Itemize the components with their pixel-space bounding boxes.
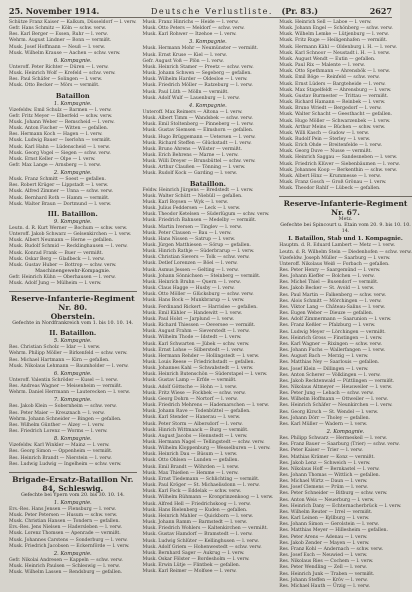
entry-line: Musk. Hugo Brüggemann — Uetersen — l. verw. xyxy=(142,134,256,140)
entry-line: Hauptm. d. R. Eduard Lambert — Metz — l. verw. xyxy=(279,243,396,249)
entry-line: Musk. Franz Gosch — Groß Grönau — l. verw. xyxy=(279,180,387,186)
entry-line: Musk. Arthur Claußen — Tönning — l. verw. xyxy=(142,165,246,171)
entry-line: Musk. Ludwig Schlüter — Kellinghusen — l. verw. xyxy=(142,538,259,544)
entry-line: Musk. Rudolf Pein — Sterley — l. verw. xyxy=(279,136,371,142)
entry-line: Res. Ludwig Meyer — Lörchingen — vermißt. xyxy=(279,329,386,335)
entry-line: Musk. Oskar Fölster — Bordesholm — l. verw. xyxy=(142,556,250,562)
entry-line: Feldw. Heinrich Jürgens — Bredstedt — l. verw. xyxy=(142,187,254,193)
entry-line: Musk. Claus Hagge — Husby — l. verw. xyxy=(142,286,235,292)
entry-line: Res. Peter Wendling — Zell — l. verw. xyxy=(279,565,367,571)
entry-line: Res. Johann Dörr — Tholey — gefallen. xyxy=(279,415,371,421)
entry-line: Res. Adolf Zimmermann — Saarunion — l. verw. xyxy=(279,317,392,323)
entry-line: Musk. August Frahm — Sieverstedt — l. verw. xyxy=(142,329,250,335)
entry-line: Musk. Gustav Hamdorf — Bramstedt — l. verw. xyxy=(142,532,253,538)
company-heading: 2. Kompagnie. xyxy=(53,170,92,177)
entry-line: Musk. Hermann Rehder — Hollingstedt — l. verw. xyxy=(142,353,260,359)
entry-line: Musk. Paul Rix — Malente — l. verw. xyxy=(279,63,365,69)
entry-line: Musk. Peter Clausen — Bau — l. verw. xyxy=(142,230,232,236)
entry-line: Musk. Friedrich Mehrens — Hademarschen — l. verw. xyxy=(142,403,270,409)
entry-line: Musk. Otto Becker — Mörs — vermißt. xyxy=(9,83,100,89)
entry-line: Musk. Friedrich Bahnsen — Medelby — vermißt. xyxy=(142,218,257,224)
entry-line: Musk. Willi Dreyer — Brunsbüttel — schw. verw. xyxy=(142,159,256,165)
entry-line: Res. Georg Simon — Oppenheim — vermißt. xyxy=(9,449,113,455)
entry-line: Musk. Friedrich Möller — Ratzeburg — l. verw. xyxy=(142,83,253,89)
entry-line: Musk. Gustav Lamp — Erfde — vermißt. xyxy=(142,378,237,384)
entry-line: Musk. Friedrich Jacobsen — Eckernförde — l. verw. xyxy=(9,543,130,549)
regiment-location: Oberstein. xyxy=(50,312,95,322)
entry-line: Musk. Fritz Wiese — Fockbek — schw. verw. xyxy=(142,390,246,396)
entry-line: Musk. Georg Dohrn — Nortorf — l. verw. xyxy=(142,396,238,402)
entry-line: Gefr. August Voß — Plön — l. verw. xyxy=(142,58,224,64)
text-column-1 xyxy=(9,20,137,580)
entry-line: Musk. Emil Böge — Reinfeld — schw. verw. xyxy=(279,75,380,81)
entry-line: Res. Anton Weis — Neuerburg — l. verw. xyxy=(279,497,375,503)
company-heading: 9. Kompagnie. xyxy=(53,218,92,225)
entry-line: Musk. Arthur Meins — Büchen — schw. verw. xyxy=(279,124,386,130)
entry-line: Musk. Heinrich Wolf — Krefeld — schw. verw. xyxy=(9,71,116,77)
entry-line: Musk. Erich Behrens — Marne — l. verw. xyxy=(142,152,239,158)
entry-line: Vizefeldw. Joseph Müller — Saarburg — l. verw. xyxy=(279,255,391,261)
section-note: Gefechte bei Spincourt u. Etain vom 20. 9. bis 10. 10. 14. xyxy=(280,223,411,235)
company-heading: 1. Kompagnie. xyxy=(53,499,92,506)
entry-line: Res. Franz Kohl — Andernach — schw. verw. xyxy=(279,546,384,552)
battalion-heading: Bataillon. xyxy=(189,179,226,188)
entry-line: Musk. Ernst Tiedemann — Schlichting — vermißt. xyxy=(142,476,260,482)
entry-line: Musk. Josef Hoffmann — Neuß — l. verw. xyxy=(9,44,106,50)
company-heading: 3. Kompagnie. xyxy=(188,39,227,46)
entry-line: Musk. Louis Reese — Friedrichstadt — gefallen. xyxy=(142,359,255,365)
entry-line: Res. Paul Martin — Falkenberg — schw. verw. xyxy=(279,292,387,298)
entry-line: Musk. Otto Spethmann — Ahrensbök — l. verw. xyxy=(279,69,391,75)
entry-line: Musk. Hermann Nagel — Tellingstedt — schw. verw. xyxy=(142,440,265,445)
entry-line: Res. Peter Kaiser — Trier — l. verw. xyxy=(279,448,363,454)
entry-line: Res. Johann Simon — Gerolstein — l. verw. xyxy=(279,522,380,528)
entry-line: Res. Alois Schmitt — Mörchingen — l. verw. xyxy=(279,298,382,304)
entry-line: Musk. Otto Peters — Meldorf — schw. verw. xyxy=(142,26,245,32)
entry-line: Musk. Wilhelm Krause — Aachen — schw. verw. xyxy=(9,50,121,56)
entry-line: Musk. Heinrich Stamer — Preetz — schw. verw. xyxy=(142,64,254,70)
entry-line: Musk. Walter Schacht — Geesthacht — gefallen. xyxy=(279,112,393,118)
entry-line: Musk. Wilhelm Lemke — Lütjenburg — l. verw. xyxy=(279,32,389,38)
entry-line: Res. Karl Wagner — Rixingen — schw. verw. xyxy=(279,341,383,347)
entry-line: Res. Heinrich Dany — Echternacherbrück — l. verw. xyxy=(279,503,402,509)
header-date: 25. November 1914. xyxy=(9,6,100,16)
entry-line: Musk. Rudolf Schmid — Recklinghausen — l. verw. xyxy=(9,244,128,250)
entry-line: Musk. Hans Bielenberg — Kuden — gefallen. xyxy=(142,507,248,513)
entry-line: Musk. Paul Kröger — St. Michaelisdonn — l. verw. xyxy=(142,483,260,489)
entry-line: Musk. Karl Fock — Eddelak — schw. verw. xyxy=(142,489,242,495)
entry-line: Musk. Friedrich Klüver — Siebenbäumen — l. verw. xyxy=(279,161,400,167)
entry-line: Musk. Walter Schütt — Niebüll — gefallen. xyxy=(142,193,243,199)
entry-line: Ers.-Res. Jens Nielsen — Hadersleben — l. verw. xyxy=(9,525,122,531)
entry-line: Musk. Richard Steffen — Glückstadt — l. verw. xyxy=(142,140,252,146)
entry-line: Musk. Karl Rohwer — Itzehoe — l. verw. xyxy=(142,32,237,38)
entry-line: Res. August Bach — Merzig — l. verw. xyxy=(279,354,369,360)
entry-line: Res. Anton Scherer — Völklingen — l. verw. xyxy=(279,372,381,378)
entry-line: Musk. Asmus Jessen — Gelting — l. verw. xyxy=(142,267,239,273)
entry-line: Unteroff. Max Reimers — Altona — l. verw. xyxy=(142,109,243,115)
entry-line: Musk. Karl Schwarten — Jübek — schw. verw. xyxy=(142,341,250,347)
entry-line: Res. Michael Hartmann — Kirn — gefallen. xyxy=(9,357,110,363)
entry-line: Musk. Otto Ohlsen — Lunden — gefallen. xyxy=(142,458,239,464)
entry-line: Musk. Karl Boysen — Wyk — l. verw. xyxy=(142,199,229,205)
entry-line: Res. Karl Müller — Wadern — l. verw. xyxy=(279,421,368,427)
entry-line: Musk. August Wendt — Eutin — gefallen. xyxy=(279,56,376,62)
entry-line: Res. Nikolaus Ries — Cochem — l. verw. xyxy=(279,559,374,565)
entry-line: Musk. Adolf Griem — Hohenwestedt — schw. verw. xyxy=(142,544,262,550)
entry-line: Musk. Lorenz Thomsen — Apenrade — vermißt. xyxy=(9,531,121,537)
entry-line: Res. Franz Bauer — Saarburg (Trier) — schw. verw. xyxy=(279,442,400,448)
entry-line: Musk. Willi Kasch — Gudow — l. verw. xyxy=(279,130,370,136)
entry-line: Musk. Emil Brandt — Wöhrden — l. verw. xyxy=(142,464,240,470)
entry-line: Musk. Franz Hinrichs — Heide — l. verw. xyxy=(142,20,239,25)
company-heading: 1. Kompagnie. xyxy=(53,100,92,107)
entry-line: Res. Hermann Koch — Hagen — l. verw. xyxy=(9,132,103,138)
company-heading: 6. Kompagnie. xyxy=(53,57,92,64)
entry-line: Musk. Heinrich Sell — Laboe — l. verw. xyxy=(279,20,372,25)
entry-line: Res. Heinrich Gross — Finstingen — l. verw. xyxy=(279,335,383,341)
company-heading: 2. Kompagnie. xyxy=(53,550,92,557)
entry-line: Musk. Karl Hahn — Lüdenscheid — l. verw. xyxy=(9,144,111,150)
entry-line: Res. Josef Clemens — Prüm — l. verw. xyxy=(279,485,369,491)
entry-line: Res. Michel Thiel — Busendorf — vermißt. xyxy=(279,280,379,286)
entry-line: Musk. Rudolf Kock — Garding — l. verw. xyxy=(142,171,238,177)
entry-line: Musk. Ludwig Bauer — Iserlohn — vermißt. xyxy=(9,138,112,144)
entry-line: Musk. Heinrich Saggau — Sandesneben — l. verw. xyxy=(279,155,398,161)
entry-line: Gefr. Max Lange — Arnsberg — l. verw. xyxy=(9,162,101,168)
section-note: Gefechte in Nordfrankreich vom 1. bis 10. 10. 14. xyxy=(12,321,134,327)
entry-line: Musk. Hans Nissen — Satrup — l. verw. xyxy=(142,236,236,242)
entry-line: Leutn. d. R. Kurt Werner — Bochum — schw. verw. xyxy=(9,225,128,231)
entry-line: Musk. Georg Duve — Nusse — vermißt. xyxy=(279,149,372,155)
entry-line: Unteroff. Valentin Schröder — Kusel — l. verw. xyxy=(9,377,118,383)
entry-line: Res. Nikolaus Altmeyer — Heusweiler — l. verw. xyxy=(279,384,393,390)
company-heading: 2. Kompagnie. xyxy=(326,429,365,436)
company-heading: 4. Kompagnie. xyxy=(188,102,227,109)
section-note: Metz. xyxy=(338,217,353,223)
entry-line: Musk. Karl Schnoor — Neustadt i. H. — l. verw. xyxy=(279,50,391,56)
entry-line: Res. Wilhelm Reuter — Irrel — vermißt. xyxy=(279,509,373,515)
entry-line: Musk. Alfred Zimmer — Unna — schw. verw. xyxy=(9,189,113,195)
entry-line: Res. Franz Keßler — Pfalzburg — l. verw. xyxy=(279,323,376,329)
entry-line: Musk. Johann Engel — Schönberg — schw. verw. xyxy=(279,26,393,32)
entry-line: Musk. Max Stapelfeldt — Ahrensburg — l. verw. xyxy=(279,87,392,93)
company-heading: 5. Kompagnie. xyxy=(53,338,92,345)
entry-line: Musk. Otto Möller — Glücksburg — schw. verw. xyxy=(142,292,254,298)
entry-line: Vizefeldw. Karl Winkler — Mainz — l. verw. xyxy=(9,443,110,449)
entry-line: Res. Matthias Meyer — Hillesheim — gefallen. xyxy=(279,528,388,534)
entry-line: Musk. Johann Rave — Todenbüttel — gefallen. xyxy=(142,409,251,415)
entry-line: Gefr. Fritz Meyer — Elberfeld — schw. verw. xyxy=(9,113,113,119)
entry-line: Wehrm. Philipp Möller — Birkenfeld — schw. verw. xyxy=(9,351,128,357)
entry-line: Musk. August Jacobs — Hennstedt — l. verw. xyxy=(142,433,248,439)
entry-line: Musk. Detlef Lorenzen — Böel — l. verw. xyxy=(142,261,238,267)
text-column-2 xyxy=(143,20,274,580)
entry-line: Res. Friedrich Lorenz — Worms — l. verw. xyxy=(9,429,108,435)
entry-line: Musk. Wilhelm Rühmann — Kronprinzenkoog — l. verw. xyxy=(142,495,274,501)
entry-line: Musk. Adolf Wulf — Lauenburg — l. verw. xyxy=(142,95,240,101)
entry-line: Musk. Richard Hamann — Reinbek — l. verw. xyxy=(279,100,386,106)
entry-line: Res. Viktor Lang — Château-Salins — l. verw. xyxy=(279,304,386,310)
entry-line: Musk. Bruno Wriedt — Bergedorf — l. verw. xyxy=(279,106,382,112)
entry-line: Unteroff. Jakob Schwarz — Gelsenkirchen — l. verw. xyxy=(9,232,132,238)
company-heading: 7. Kompagnie. xyxy=(53,397,92,404)
entry-line: Leutn. d. R. Wilhelm Stein — Diedenhofen — schw. verw. xyxy=(279,249,412,255)
entry-line: Res. Jakob Lenz — Schweich — l. verw. xyxy=(279,460,371,466)
entry-line: Res. Heinrich Brandt — Nierstein — l. verw. xyxy=(9,455,112,461)
entry-line: Res. Ludwig Ludwig — Ingelheim — schw. verw. xyxy=(9,461,122,467)
text-column-3 xyxy=(279,20,412,589)
entry-line: Res. Wilhelm Günther — Alzey — l. verw. xyxy=(9,422,105,428)
entry-line: Musk. Konrad Frank — Buer — vermißt. xyxy=(9,250,103,256)
entry-line: Musk. Walter Braun — Dortmund — l. verw. xyxy=(9,201,112,207)
entry-line: Res. Johann Steffen — Kröv — l. verw. xyxy=(279,577,368,583)
entry-line: Res. Robert Krüger — Lippstadt — l. verw. xyxy=(9,183,109,189)
entry-line: Musk. Theodor Rahlf — Lübeck — gefallen. xyxy=(279,186,381,192)
entry-line: Musk. Hinrich Rathje — Süderbrarup — l. verw. xyxy=(142,249,255,255)
entry-line: Musk. Gustav Burmester — Trittau — vermißt. xyxy=(279,93,389,99)
entry-line: Res. Peter Maier — Kreuznach — l. verw. xyxy=(9,410,105,416)
section-note: Maschinengewehr-Kompagnie. xyxy=(35,269,111,274)
entry-line: Musk. Oskar Berg — Gladbeck — l. verw. xyxy=(9,256,105,262)
entry-line: Musk. Christian Sievers — Tolk — schw. verw. xyxy=(142,255,250,261)
entry-line: Res. Nikolaus Hoff — Bernkastel — l. verw. xyxy=(279,466,380,472)
entry-line: Musk. Hans Bock — Munkbrarup — l. verw. xyxy=(142,298,245,304)
entry-line: Musk. Adolf Göttsche — Hohn — l. verw. xyxy=(142,384,238,390)
entry-line: Musk. Gustav Siemsen — Elmshorn — gefallen. xyxy=(142,128,254,134)
entry-line: Res. Georg Kirsch — St. Wendel — l. verw. xyxy=(279,409,379,415)
page-header xyxy=(9,6,392,18)
entry-line: Gefr. Hans Schmitz — Köln — schw. verw. xyxy=(9,26,107,32)
company-heading: 8. Kompagnie. xyxy=(53,436,92,443)
company-heading: 6. Kompagnie. xyxy=(53,370,92,377)
entry-line: Musk. Max Thießen — Hemme — l. verw. xyxy=(142,470,239,476)
battalion-heading: Bataillon xyxy=(55,91,90,100)
entry-line: Musk. Alfred Hell — Friedrichskoog — l. verw. xyxy=(142,501,251,507)
entry-line: Musk. Paul Holst — Jarplund — l. verw. xyxy=(142,316,235,322)
entry-line: Res. Josef Klein — Dillingen — l. verw. xyxy=(279,366,369,372)
entry-line: Musk. Heinrich Paulsen — Schleswig — l. verw. xyxy=(9,564,120,570)
entry-line: Res. Jakob Klein — Sobernheim — schw. verw. xyxy=(9,404,117,410)
regiment-heading: Reserve-Infanterie-Regiment Nr. 80. xyxy=(9,291,137,312)
entry-line: Musk. Nikolaus Lehmann — Baumholder — l. verw. xyxy=(9,363,129,369)
header-issue: (Pr. 83.) xyxy=(281,6,319,16)
battalion-heading: II. Bataillon. xyxy=(49,329,97,338)
entry-line: Musk. Karl Reimer — Molfsee — l. verw. xyxy=(142,569,237,575)
entry-line: Musk. Johannes Koop — Berkenthin — schw. verw. xyxy=(279,167,398,173)
entry-line: Musk. Adolf Jung — Mülheim — l. verw. xyxy=(9,281,102,287)
entry-line: Musk. Heinrich Mahler — Quickborn — l. verw. xyxy=(142,513,254,519)
entry-line: Musk. Wilhelm Thode — Idstedt — l. verw. xyxy=(142,335,242,341)
entry-line: Musk. Peter Petersen — Husum — schw. verw. xyxy=(9,512,118,518)
entry-line: Musk. Hermann Kähl — Oldenburg i. H. — l. verw. xyxy=(279,44,397,50)
entry-line: Res. Karl Berger — Essen, Ruhr — l. verw. xyxy=(9,32,108,38)
entry-line: Musk. Franz Schmitt — Soest — gefallen. xyxy=(9,177,106,183)
entry-line: Musk. Paul Lüth — Mölln — vermißt. xyxy=(142,89,229,95)
entry-line: Res. Jakob Zender — Mayen — l. verw. xyxy=(279,540,370,546)
entry-line: Musk. Christian Hansen — Tondern — gefallen. xyxy=(9,519,120,525)
entry-line: Res. Peter Henry — Saargemünd — l. verw. xyxy=(279,268,381,273)
entry-line: Musk. Hermann Mohr — Neumünster — vermißt. xyxy=(142,46,259,52)
entry-line: Musk. Heinrich Bruhn — Quern — l. verw. xyxy=(142,279,241,285)
entry-line: Musk. Albert Hinz — Krummesse — l. verw. xyxy=(279,173,382,179)
entry-line: Musk. Martin Iversen — Tinglev — l. verw. xyxy=(142,224,242,230)
entry-line: Res. Matthias Ney — Saarlouis — gefallen. xyxy=(279,360,380,366)
regiment-heading: Brigade-Ersatz-Bataillon Nr. 84, Schleswig. xyxy=(9,472,137,493)
entry-line: Musk. Heinrich Dau — Büsum — l. verw. xyxy=(142,452,238,458)
entry-line: Musk. Ernst Keller — Olpe — l. verw. xyxy=(9,156,96,162)
entry-line: Musk. Hugo Möller — Schwarzenbek — l. verw. xyxy=(279,118,391,124)
entry-line: Res. Eugen Weber — Dieuze — gefallen. xyxy=(279,311,374,317)
entry-line: Res. Jakob Becker — St. Avold — l. verw. xyxy=(279,286,375,292)
entry-line: Musk. Hinrich Wittmaack — Burg — vermißt. xyxy=(142,427,249,433)
entry-line: Musk. Johann Sönnichsen — Steinberg — vermißt. xyxy=(142,273,261,279)
entry-line: Musk. Heinrich Butenschön — Süderstapel — l. verw. xyxy=(142,372,268,378)
entry-line: Schütze Franz Kaiser — Kalkum, Düsseldorf — l. verw. xyxy=(9,20,137,25)
entry-line: Musk. Georg Vogel — Siegen — schw. verw. xyxy=(9,150,111,156)
entry-line: Res. Paul Schäfer — Solingen — l. verw. xyxy=(9,77,103,83)
entry-line: Musk. Bruno Ahrens — Wilster — vermißt. xyxy=(142,146,242,152)
entry-line: Musk. Albert Timm — Wandsbek — schw. verw. xyxy=(142,116,253,122)
entry-line: Musk. Wilhelm Lassen — Rendsburg — gefallen. xyxy=(9,570,123,576)
entry-line: Res. Johann Thomas — Wittlich — gefallen. xyxy=(279,473,381,478)
entry-line: Musk. Karl Stender — Hanerau — l. verw. xyxy=(142,415,241,421)
header-page-number: 2627 xyxy=(369,6,392,16)
entry-line: Res. Wilhelm Hoffmann — Ottweiler — l. verw. xyxy=(279,397,389,403)
entry-line: Res. Philipp Schwarz — Hermeskeil — l. verw. xyxy=(279,436,388,442)
entry-line: Musk. Johannes Carstens — Sonderburg — l. verw. xyxy=(9,537,128,543)
entry-line: Res. Peter Schneider — Bitburg — schw. verw. xyxy=(279,491,388,497)
entry-line: Res. Michael Wirtz — Daun — l. verw. xyxy=(279,479,368,485)
entry-line: Vizefeldw. Emil Schulz — Barmen — l. verw. xyxy=(9,107,112,113)
entry-line: Wehrm. Johann Schneider — Bingen — gefallen. xyxy=(9,416,122,422)
entry-line: Wehrm. Daniel Herrmann — Lauterecken — l. verw. xyxy=(9,390,131,396)
entry-line: Res. Heinrich Schäfer — Neunkirchen — l. verw. xyxy=(279,403,393,409)
entry-line: Musk. Albert Neumann — Herne — gefallen. xyxy=(9,238,114,244)
entry-line: Res. Michael Hauth — Ürzig — l. verw. xyxy=(279,583,370,589)
entry-line: Res. Johann Fuchs — Wallerfangen — l. verw. xyxy=(279,348,386,354)
entry-line: Musk. Bernhard Sager — Aukrug — l. verw. xyxy=(142,550,245,556)
entry-line: Musk. Peter Storm — Albersdorf — l. verw. xyxy=(142,421,243,427)
entry-line: Gefr. Nikolai Andresen — Kappeln — schw. verw. xyxy=(9,557,123,563)
entry-line: Musk. Bernhard Roth — Hamm — vermißt. xyxy=(9,195,110,201)
entry-line: Musk. Theodor Ketelsen — Süderlügum — schw. verw. xyxy=(142,212,270,218)
battalion-heading: III. Bataillon. xyxy=(47,209,98,218)
entry-line: Musk. Wilhelm Harder — Oldesloe — l. verw. xyxy=(142,77,248,83)
entry-line: Res. Peter Arens — Adenau — l. verw. xyxy=(279,534,368,540)
header-title: Deutsche Verlustliste. xyxy=(151,7,273,16)
entry-line: Musk. Johann Ramm — Barmstedt — l. verw. xyxy=(142,520,248,526)
section-heading: I. Bataillon, Stab und 1. Kompagnie. xyxy=(288,236,403,243)
entry-line: Musk. Ferdinand Rickert — Harrislee — gefallen. xyxy=(142,304,258,310)
header-title-group xyxy=(151,6,318,17)
entry-line: Res. Mathias Krämer — Konz — vermißt. xyxy=(279,454,375,460)
entry-line: Res. Karl Leinen — Kyllburg — l. verw. xyxy=(279,516,370,522)
entry-line: Musk. Erwin Lütje — Flintbek — gefallen. xyxy=(142,563,241,569)
entry-line: Ers.-Res. Hans Jensen — Flensburg — l. verw. xyxy=(9,506,116,512)
entry-line: Musk. Johann Weber — Remscheid — l. verw. xyxy=(9,119,115,125)
entry-line: Musk. Richard Thiessen — Oeversee — vermißt. xyxy=(142,323,256,329)
entry-line: Musk. Wilhelm Kloppenburg — Wesselburen — l. verw. xyxy=(142,446,271,452)
entry-line: Musk. Ernst Lüders — Bargteheide — l. verw. xyxy=(279,81,386,87)
regiment-heading: Reserve-Infanterie-Regiment Nr. 67. xyxy=(279,196,412,217)
text-columns xyxy=(9,20,412,589)
entry-line: Res. Heinrich Junk — Traben — vermißt. xyxy=(279,571,375,577)
entry-line: Res. Andreas Wagner — Meisenheim — vermißt. xyxy=(9,384,123,390)
entry-line: Musk. Gustav Huber — Bottrop — schw. verw. xyxy=(9,262,117,268)
entry-line: Res. Josef Esch — Neuwied — l. verw. xyxy=(279,553,368,559)
entry-line: Musk. Emil Kähler — Handewitt — l. verw. xyxy=(142,310,243,316)
entry-line: Res. Johann Kieffer — Bolchen — l. verw. xyxy=(279,274,375,280)
entry-line: Res. Peter Jung — Lebach — schw. verw. xyxy=(279,391,374,397)
entry-line: Musk. Julius Feddersen — Leck — l. verw. xyxy=(142,206,241,212)
entry-line: Musk. Anton Fischer — Witten — gefallen. xyxy=(9,126,109,132)
entry-line: Musk. Emil Stoltenberg — Pinneberg — l. verw. xyxy=(142,122,254,128)
entry-line: Res. Jakob Recktenwald — Püttlingen — vermißt. xyxy=(279,378,395,384)
entry-line: Unteroff. Peter Richter — Düren — l. verw. xyxy=(9,64,109,70)
section-note: Gefechte bei Ypern vom 20. bis 30. 10. 14. xyxy=(20,492,125,498)
entry-line: Wehrm. August Lindner — Bonn — vermißt. xyxy=(9,38,112,44)
entry-line: Musk. Fritz Ruge — Heiligenhafen — vermißt. xyxy=(279,38,388,44)
entry-line: Gefr. Heinrich Kühn — Oberhausen — l. verw. xyxy=(9,275,116,280)
entry-line: Musk. Friedrich Wohlers — Kaltenkirchen — vermißt. xyxy=(142,526,268,532)
entry-line: Musk. Ernst Lohse — Silberstedt — l. verw. xyxy=(142,347,244,353)
entry-line: Unteroff. Nikolaus Weiß — Forbach — gefallen. xyxy=(279,261,390,267)
entry-line: Musk. Johannes Kahl — Schwabstedt — l. verw. xyxy=(142,366,254,372)
entry-line: Musk. Jürgen Matthiesen — Sörup — gefallen. xyxy=(142,243,251,248)
entry-line: Musk. Johann Schwen — Segeberg — gefallen. xyxy=(142,71,252,77)
entry-line: Musk. Erich Ohde — Breitenfelde — l. verw. xyxy=(279,143,382,149)
entry-line: Res. Christian Scholz — Idar — l. verw. xyxy=(9,345,101,351)
entry-line: Musk. Ernst Kruse — Kiel — l. verw. xyxy=(142,52,227,58)
